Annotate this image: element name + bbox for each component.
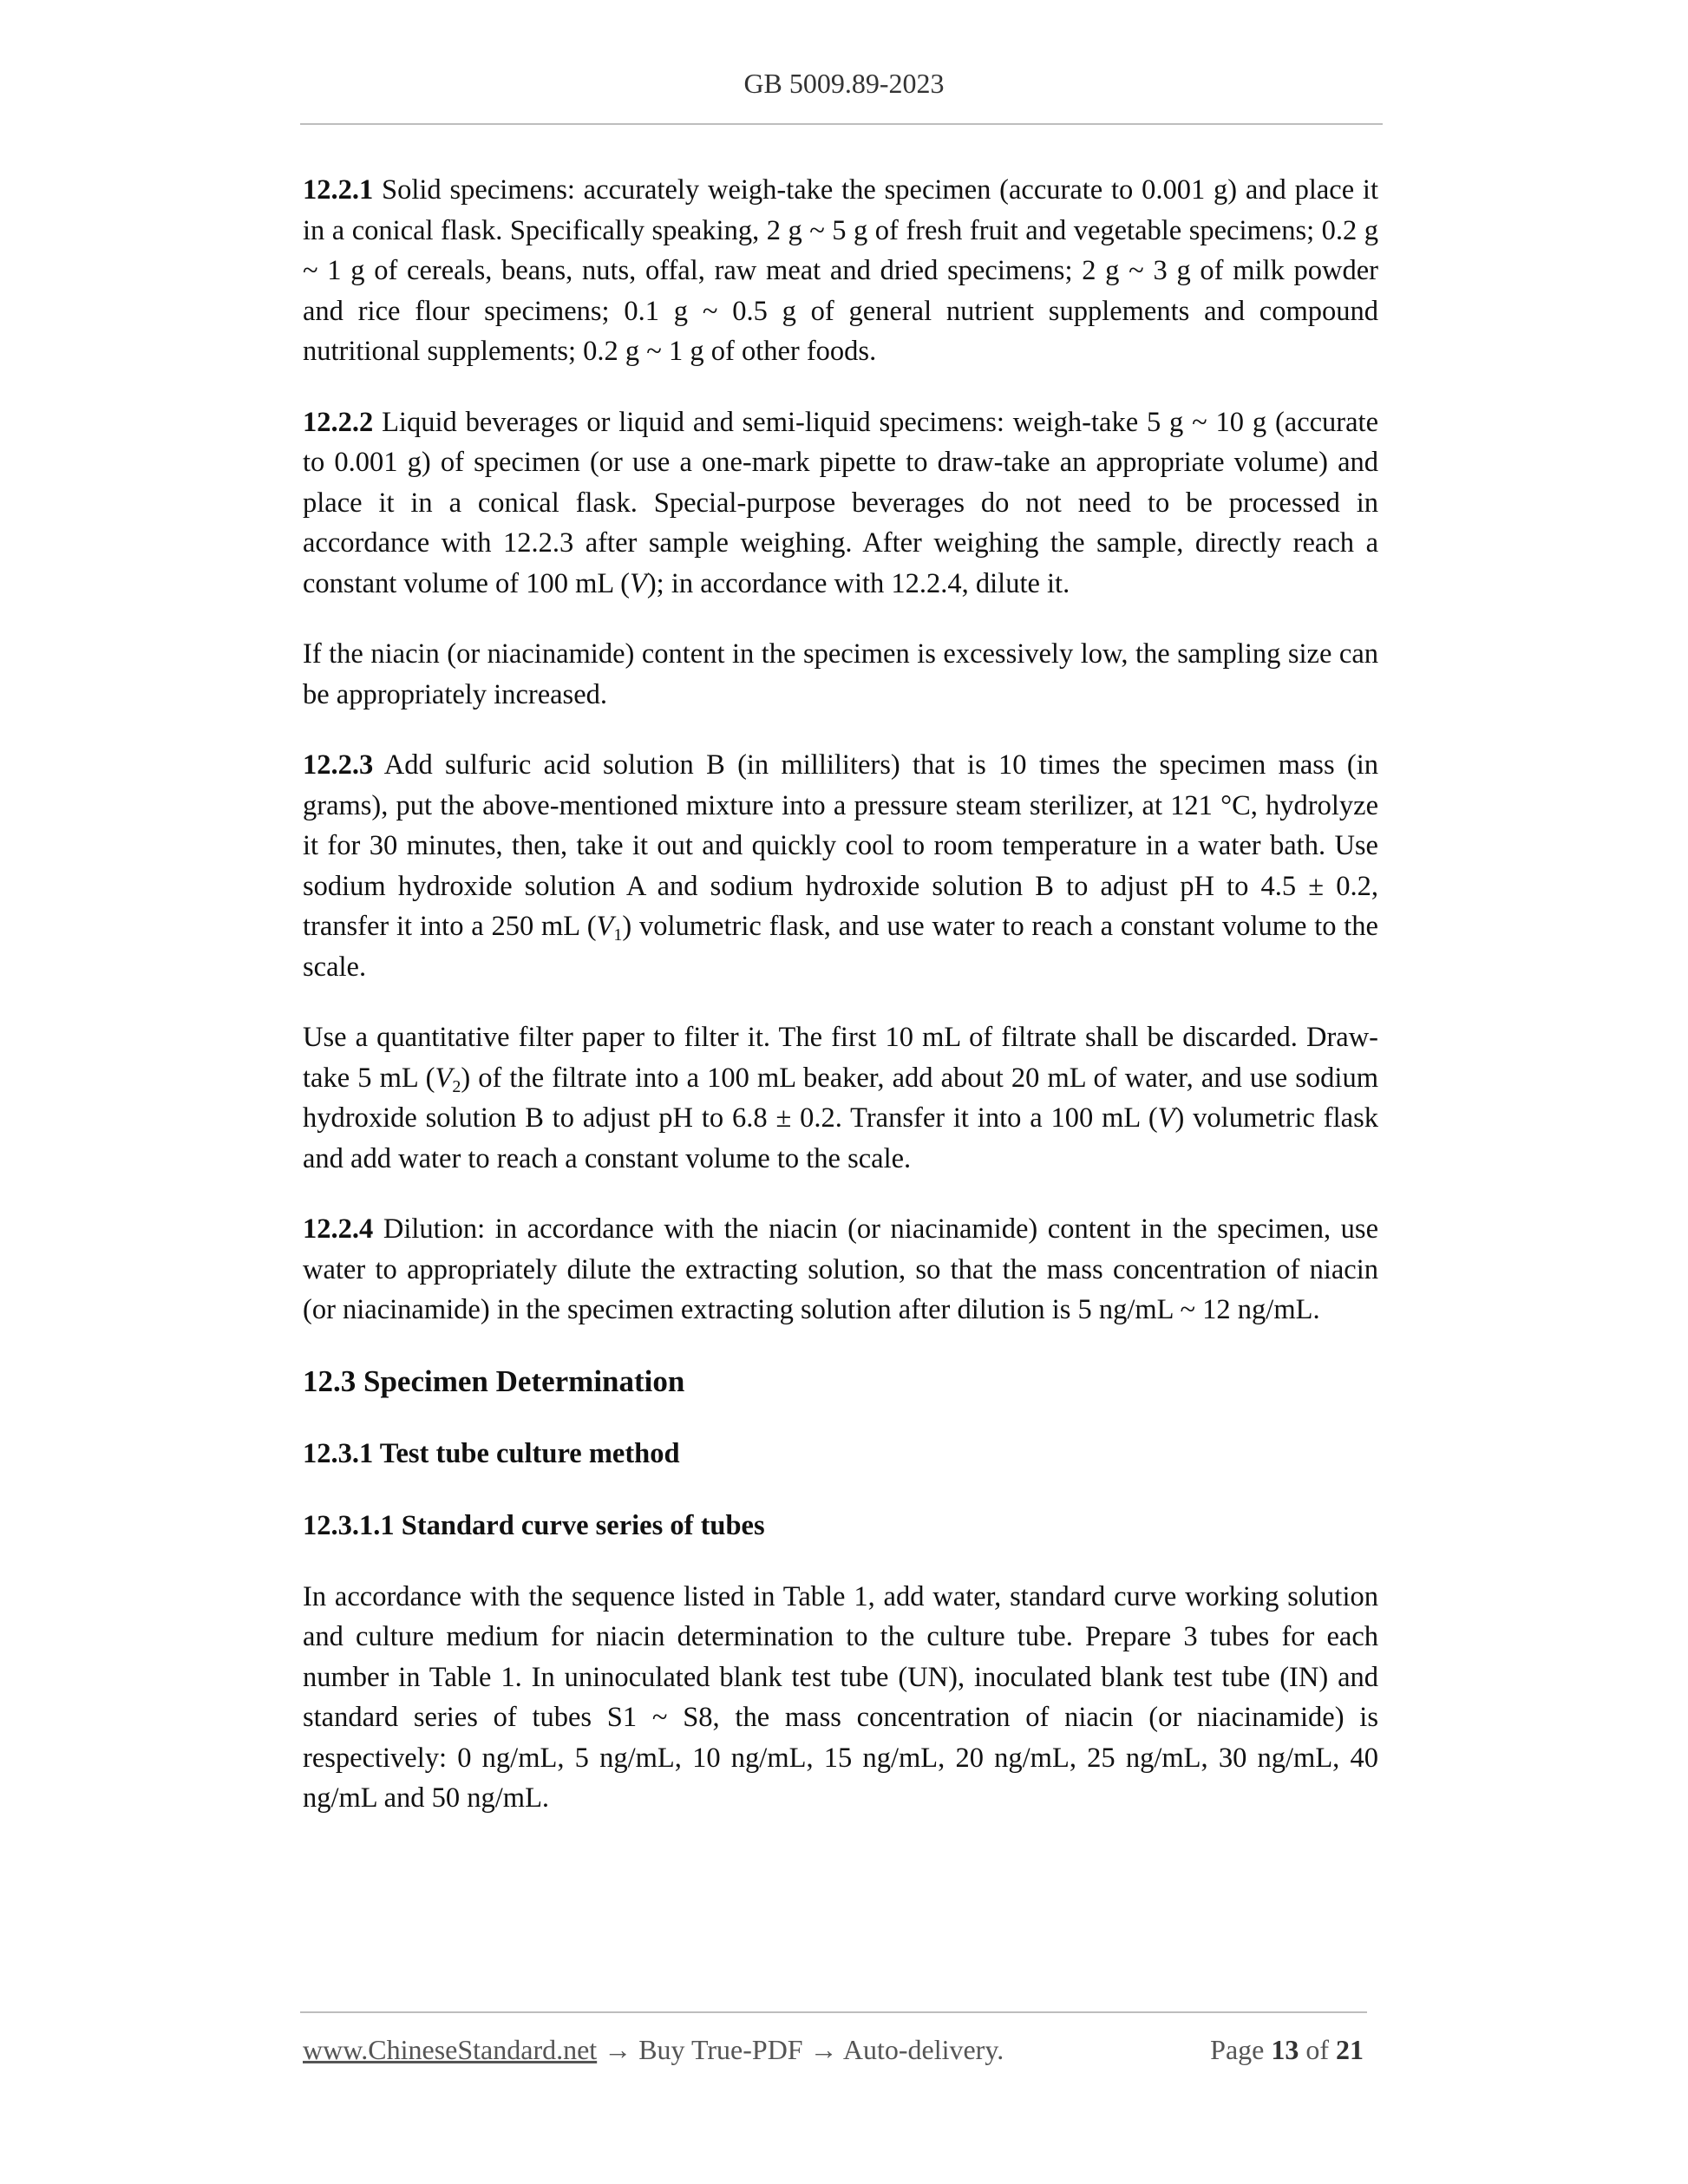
paragraph-12-2-1 (303, 170, 1378, 372)
paragraph-text: ); in accordance with 12.2.4, dilute it. (646, 567, 1070, 599)
page-label: Page (1210, 2034, 1272, 2065)
of-label: of (1299, 2034, 1336, 2065)
paragraph-text: ) volumetric flask and add water to reach a constant volume to the scale. (303, 1102, 1378, 1174)
paragraph-standard-curve (303, 1577, 1378, 1819)
paragraph-text: Solid specimens: accurately weigh-take the specimen (accurate to 0.001 g) and place it in a conical flask. Specifically speaking, 2 g ~ 5 g of fresh fruit and vegetable specimens; 0.2 g ~ 1 g of cereals, beans, nuts, offal, raw meat and dried specimens; 2 g ~ 3 g of milk powder and rice flour specimens; 0.1 g ~ 0.5 g of general nutrient supplements and compound nutritional supplements; 0.2 g ~ 1 g of other foods. (303, 174, 1378, 367)
website-link[interactable]: www.ChineseStandard.net (303, 2034, 598, 2065)
paragraph-low-content (303, 634, 1378, 715)
variable-subscript: 1 (613, 925, 623, 945)
header-divider (300, 123, 1383, 125)
paragraph-filter (303, 1017, 1378, 1179)
paragraph-text: ) volumetric flask, and use water to reach a constant volume to the scale. (303, 911, 1378, 983)
page-header-title: GB 5009.89-2023 (743, 68, 945, 99)
variable-subscript: 2 (452, 1076, 461, 1096)
subsection-heading-12-3-1: 12.3.1 Test tube culture method (303, 1437, 680, 1469)
section-heading-12-3: 12.3 Specimen Determination (303, 1363, 685, 1398)
paragraph-12-2-2 (303, 402, 1378, 605)
total-page-number: 21 (1336, 2034, 1364, 2065)
clause-number: 12.2.1 (303, 174, 374, 206)
footer-promo-text: → Buy True-PDF → Auto-delivery. (597, 2034, 1004, 2065)
clause-number: 12.2.3 (303, 749, 374, 781)
paragraph-text: ) of the filtrate into a 100 mL beaker, add about 20 mL of water, and use sodium hydroxide solution B to adjust pH to 6.8 ± 0.2. Transfer it into a 100 mL ( (303, 1062, 1378, 1134)
volume-variable: V (630, 567, 647, 599)
document-body (303, 170, 1378, 1849)
clause-number: 12.2.2 (303, 406, 374, 438)
paragraph-text: Liquid beverages or liquid and semi-liquid specimens: weigh-take 5 g ~ 10 g (accurate to 0.001 g) of specimen (or use a one-mark pipette to draw-take an appropriate volume) and place it in a conical flask. Special-purpose beverages do not need to be processed in accordance with 12.2.3 after sample weighing. After weighing the sample, directly reach a constant volume of 100 mL ( (303, 406, 1378, 599)
clause-number: 12.2.4 (303, 1213, 374, 1245)
paragraph-text: In accordance with the sequence listed in Table 1, add water, standard curve working solution and culture medium for niacin determination to the culture tube. Prepare 3 tubes for each number in Table 1. In uninoculated blank test tube (UN), inoculated blank test tube (IN) and standard series of tubes S1 ~ S8, the mass concentration of niacin (or niacinamide) is respectively: 0 ng/mL, 5 ng/mL, 10 ng/mL, 15 ng/mL, 20 ng/mL, 25 ng/mL, 30 ng/mL, 40 ng/mL and 50 ng/mL. (303, 1580, 1378, 1814)
volume-variable: V (435, 1062, 453, 1094)
paragraph-12-2-3 (303, 745, 1378, 987)
paragraph-12-2-4 (303, 1209, 1378, 1331)
paragraph-text: If the niacin (or niacinamide) content in the specimen is excessively low, the sampling size can be appropriately increased. (303, 638, 1378, 710)
paragraph-text: Dilution: in accordance with the niacin (or niacinamide) content in the specimen, use water to appropriately dilute the extracting solution, so that the mass concentration of niacin (or niacinamide) in the specimen extracting solution after dilution is 5 ng/mL ~ 12 ng/mL. (303, 1213, 1378, 1325)
current-page-number: 13 (1271, 2034, 1299, 2065)
page-indicator (1210, 2034, 1364, 2066)
subsection-heading-12-3-1-1: 12.3.1.1 Standard curve series of tubes (303, 1509, 765, 1541)
volume-variable: V (596, 911, 614, 942)
volume-variable: V (1157, 1102, 1175, 1134)
paragraph-text: Add sulfuric acid solution B (in milliliters) that is 10 times the specimen mass (in grams), put the above-mentioned mixture into a pressure steam sterilizer, at 121 °C, hydrolyze it for 30 minutes, then, take it out and quickly cool to room temperature in a water bath. Use sodium hydroxide solution A and sodium hydroxide solution B to adjust pH to 4.5 ± 0.2, transfer it into a 250 mL ( (303, 749, 1378, 942)
footer-divider (300, 2011, 1367, 2013)
paragraph-text: Use a quantitative filter paper to filter it. The first 10 mL of filtrate shall be discarded. Draw-take 5 mL ( (303, 1022, 1378, 1094)
footer-promo (303, 2034, 1004, 2066)
